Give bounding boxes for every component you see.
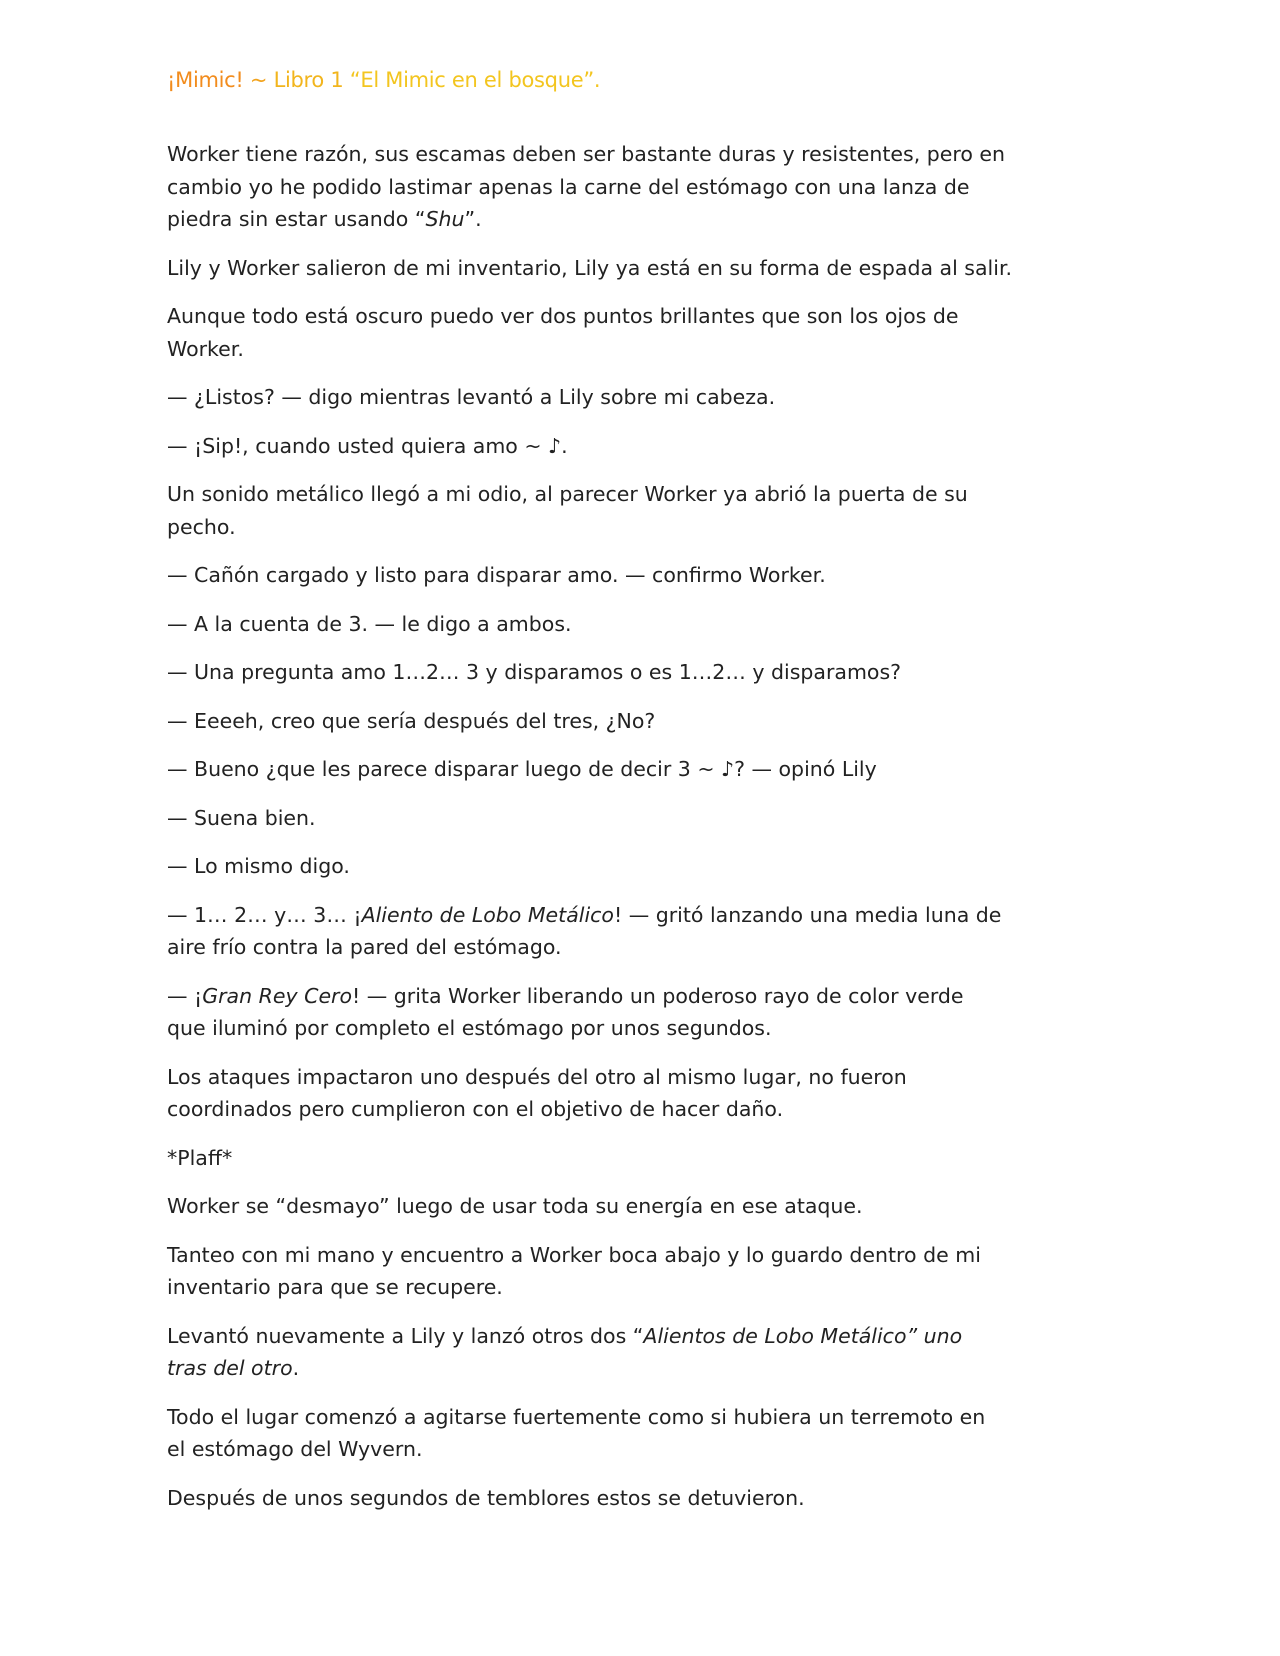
paragraph-emphasis: Alientos de Lobo Metálico” uno tras del otro [167,1323,963,1380]
paragraph-text: — Cañón cargado y listo para disparar amo. — confirmo Worker. [167,563,826,587]
paragraph-text: — Una pregunta amo 1…2… 3 y disparamos o es 1…2… y disparamos? [167,660,902,684]
header-prefix: ¡ [167,68,176,92]
header-separator: ~ [243,68,274,92]
paragraph-text: — ¡ [167,983,203,1008]
paragraph-text: Worker se “desmayo” luego de usar toda su energía en ese ataque. [167,1194,863,1218]
paragraph-text-after: ! — gritó lanzando una media luna de aire frío contra la pared del estómago. [167,902,1002,959]
paragraph [167,608,1007,641]
paragraph-emphasis: Aliento de Lobo Metálico [361,902,614,927]
paragraph [167,1061,1007,1126]
paragraph [167,802,1007,835]
paragraph-text: — 1… 2… y… 3… ¡ [167,902,362,927]
paragraph-text: Worker tiene razón, sus escamas deben ser bastante duras y resistentes, pero en cambio yo he podido lastimar apenas la carne del estómago con una lanza de piedra sin estar usando “ [167,142,1006,231]
paragraph-text: Después de unos segundos de temblores estos se detuvieron. [167,1485,805,1510]
paragraph-text: Todo el lugar comenzó a agitarse fuertemente como si hubiera un terremoto en el estómago del Wyvern. [167,1404,986,1461]
body-text [167,138,1013,1530]
paragraph [167,559,1007,592]
paragraph [167,252,1013,285]
header-series: Mimic! [175,68,244,92]
paragraph-text: — Eeeeh, creo que sería después del tres, ¿No? [167,708,656,733]
paragraph-text: Lily y Worker salieron de mi inventario, Lily ya está en su forma de espada al salir. [167,255,1013,280]
paragraph [167,430,1007,463]
paragraph [167,1142,1007,1175]
paragraph-text: Un sonido metálico llegó a mi odio, al parecer Worker ya abrió la puerta de su pecho. [167,482,968,539]
paragraph-text: — A la cuenta de 3. — le digo a ambos. [167,611,572,636]
paragraph-text-after: ! — grita Worker liberando un poderoso rayo de color verde que iluminó por completo el estómago por unos segundos. [167,983,964,1040]
paragraph [167,850,1007,883]
paragraph-emphasis: Shu [425,207,465,231]
paragraph [167,899,1007,964]
header-title: “El Mimic en el bosque”. [349,68,601,92]
running-header [167,66,600,94]
paragraph [167,381,1007,414]
paragraph [167,1320,1007,1385]
paragraph [167,980,1007,1045]
paragraph-text: — ¡Sip!, cuando usted quiera amo ~ ♪. [167,433,568,458]
paragraph-text: Aunque todo está oscuro puedo ver dos puntos brillantes que son los ojos de Worker. [167,304,959,361]
paragraph-text: Los ataques impactaron uno después del otro al mismo lugar, no fueron coordinados pero cumplieron con el objetivo de hacer daño. [167,1064,907,1121]
paragraph [167,1190,1007,1223]
paragraph [167,1401,1007,1466]
paragraph-text: — Suena bien. [167,805,316,830]
paragraph-text: Levantó nuevamente a Lily y lanzó otros dos “ [167,1323,644,1348]
paragraph [167,1482,1007,1515]
paragraph-text: Tanteo con mi mano y encuentro a Worker boca abajo y lo guardo dentro de mi inventario para que se recupere. [167,1242,981,1299]
paragraph [167,478,1007,543]
paragraph-text-after: ”. [464,207,482,231]
paragraph [167,300,1007,365]
paragraph-text: — Lo mismo digo. [167,854,350,878]
paragraph-text: *Plaff* [167,1145,233,1170]
header-book: Libro 1 [273,68,350,92]
paragraph-text: — Bueno ¿que les parece disparar luego de decir 3 ~ ♪? — opinó Lily [167,757,877,781]
paragraph [167,656,1007,689]
paragraph-emphasis: Gran Rey Cero [202,983,353,1008]
paragraph [167,1239,1007,1304]
paragraph [167,138,1007,236]
paragraph [167,705,1007,738]
paragraph-text: — ¿Listos? — digo mientras levantó a Lily sobre mi cabeza. [167,385,776,409]
paragraph-text-after: . [292,1356,300,1380]
paragraph [167,753,1007,786]
